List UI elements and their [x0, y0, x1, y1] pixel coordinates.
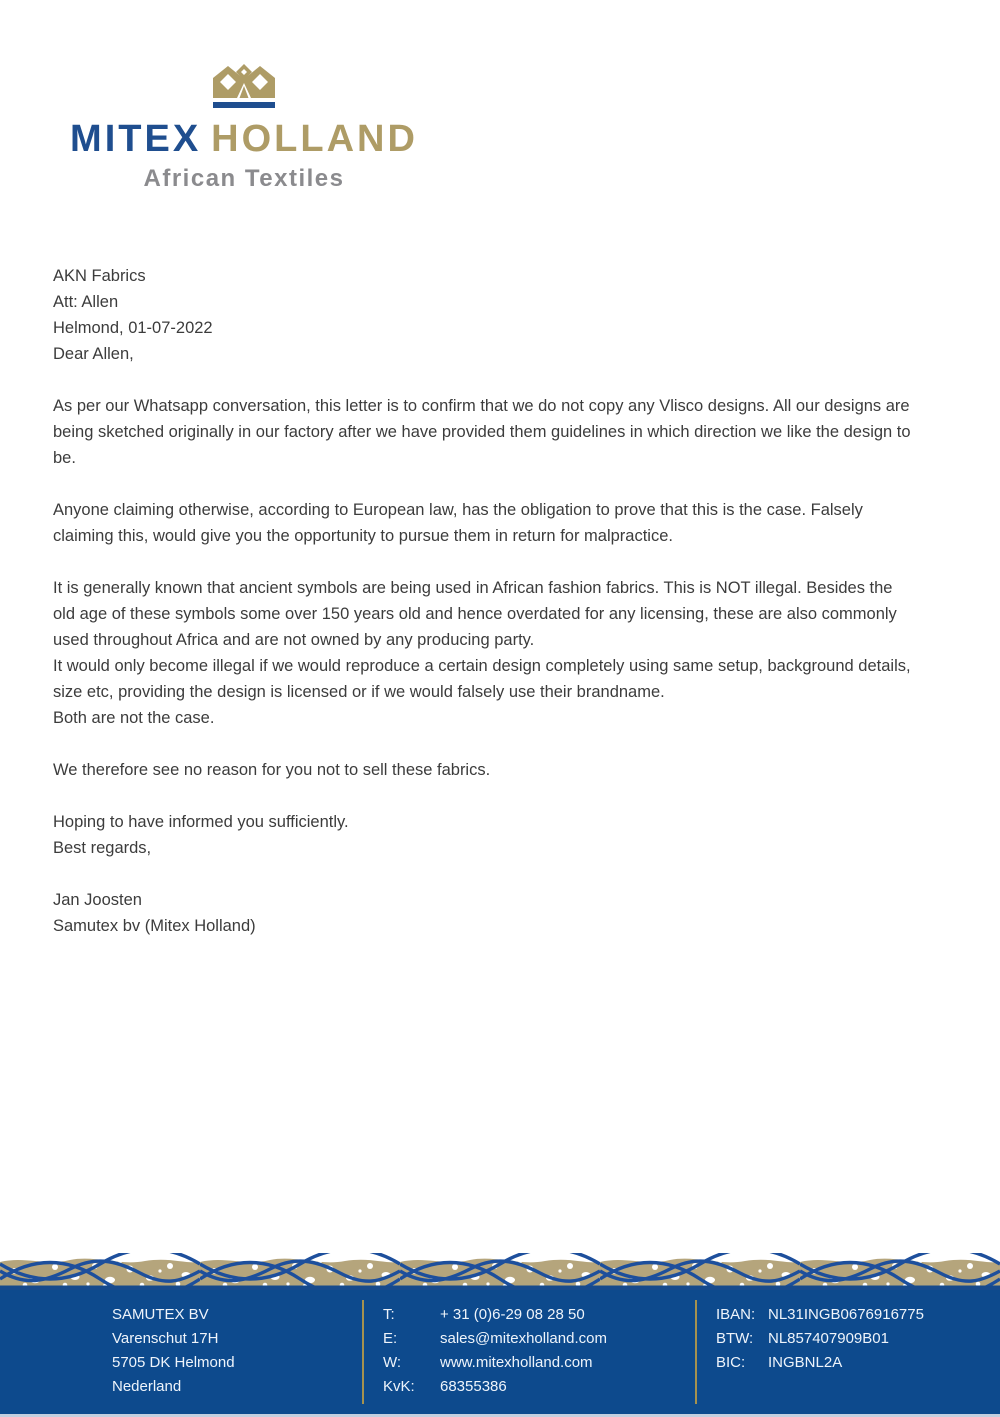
- letter-body: [53, 263, 913, 939]
- crown-icon: [211, 64, 277, 110]
- body-paragraph: [53, 757, 913, 783]
- btw-label: BTW:: [716, 1330, 754, 1347]
- paragraph-text: We therefore see no reason for you not to sell these fabrics.: [53, 761, 491, 779]
- address-street: Varenschut 17H: [112, 1330, 219, 1347]
- iban-value: NL31INGB0676916775: [768, 1306, 924, 1323]
- bic-value: INGBNL2A: [768, 1354, 843, 1371]
- paragraph-text: As per our Whatsapp conversation, this letter is to confirm that we do not copy any Vlisco designs. All our designs are being sketched originally in our factory after we have provided them guidelines in which direction we like the design to be.: [53, 397, 911, 467]
- paragraph-text: Anyone claiming otherwise, according to European law, has the obligation to prove that this is the case. Falsely claiming this, would give you the opportunity to pursue them in return for malpractice.: [53, 501, 863, 545]
- footer-decorative-band: [0, 1253, 1000, 1290]
- salutation: Dear Allen,: [53, 345, 134, 363]
- phone-label: T:: [383, 1306, 395, 1323]
- btw-value: NL857407909B01: [768, 1330, 889, 1347]
- footer-bank: [716, 1303, 924, 1375]
- phone-value: + 31 (0)6-29 08 28 50: [440, 1306, 585, 1323]
- email-value: sales@mitexholland.com: [440, 1330, 607, 1347]
- brand-name-holland: HOLLAND: [211, 118, 418, 160]
- paragraph-text: It is generally known that ancient symbols are being used in African fashion fabrics. This is NOT illegal. Besides the old age of these symbols some over 150 years old and hence overdated for any licensing, these are also commonly used throughout Africa and are not owned by any producing party.: [53, 579, 897, 649]
- paragraph-text: It would only become illegal if we would reproduce a certain design completely using same setup, background details, size etc, providing the design is licensed or if we would falsely use their brandname.: [53, 657, 911, 701]
- footer-contact: [383, 1303, 607, 1399]
- kvk-label: KvK:: [383, 1378, 415, 1395]
- footer-divider: [362, 1300, 364, 1404]
- footer: [0, 1253, 1000, 1417]
- paragraph-text: Both are not the case.: [53, 709, 215, 727]
- website-label: W:: [383, 1354, 402, 1371]
- signature-name: Jan Joosten: [53, 891, 142, 909]
- body-paragraph: [53, 809, 913, 835]
- brand-tagline: African Textiles: [143, 165, 345, 192]
- address-city: 5705 DK Helmond: [112, 1354, 235, 1371]
- email-label: E:: [383, 1330, 398, 1347]
- body-paragraph: [53, 575, 913, 731]
- body-paragraph: [53, 497, 913, 549]
- recipient-name: AKN Fabrics: [53, 267, 146, 285]
- footer-bar: [0, 1290, 1000, 1417]
- footer-divider: [695, 1300, 697, 1404]
- footer-address: [112, 1303, 235, 1399]
- recipient-block: [53, 263, 913, 315]
- paragraph-text: Hoping to have informed you sufficiently.: [53, 813, 349, 831]
- signature-company: Samutex bv (Mitex Holland): [53, 917, 256, 935]
- dateline: Helmond, 01-07-2022: [53, 319, 213, 337]
- closing: Best regards,: [53, 839, 152, 857]
- website-value: www.mitexholland.com: [440, 1354, 593, 1371]
- body-paragraph: [53, 393, 913, 471]
- iban-label: IBAN:: [716, 1306, 756, 1323]
- brand-name: [58, 118, 430, 161]
- company-logo: [58, 64, 430, 193]
- kvk-value: 68355386: [440, 1378, 507, 1395]
- company-name: SAMUTEX BV: [112, 1306, 209, 1323]
- recipient-attention: Att: Allen: [53, 293, 119, 311]
- signature-block: [53, 887, 913, 939]
- bic-label: BIC:: [716, 1354, 746, 1371]
- brand-name-mitex: MITEX: [70, 118, 202, 160]
- address-country: Nederland: [112, 1378, 182, 1395]
